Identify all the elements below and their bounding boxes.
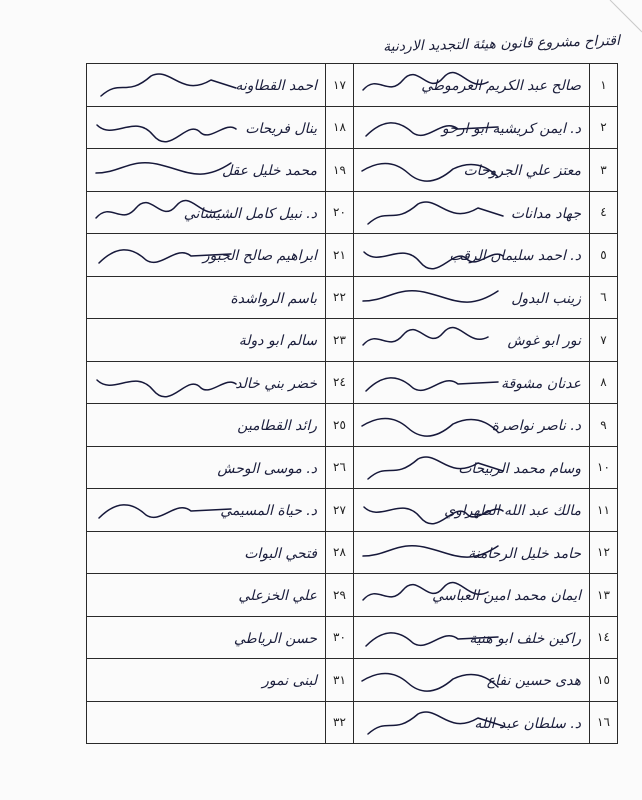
number-cell-right — [590, 361, 618, 404]
member-name-right: د. احمد سليمان الرقب — [449, 248, 581, 265]
name-cell-right — [354, 489, 590, 532]
member-name-right: وسام محمد الربيحات — [458, 460, 581, 477]
row-number-right: ٤ — [600, 205, 607, 220]
number-cell-left — [326, 659, 354, 702]
number-cell-right — [590, 531, 618, 574]
row-number-right: ١٦ — [597, 715, 610, 730]
member-name-left: لبنى نمور — [262, 673, 317, 690]
name-cell-left — [87, 531, 326, 574]
number-cell-left — [326, 191, 354, 234]
name-cell-right — [354, 701, 590, 744]
row-number-left: ٢٥ — [333, 417, 346, 432]
row-number-right: ١٥ — [597, 672, 610, 687]
number-cell-right — [590, 64, 618, 107]
name-cell-left — [87, 276, 326, 319]
member-name-right: نور ابو غوش — [507, 333, 581, 350]
name-cell-right — [354, 616, 590, 659]
table-row — [87, 64, 618, 107]
number-cell-right — [590, 574, 618, 617]
table-row — [87, 531, 618, 574]
row-number-right: ١٢ — [597, 545, 610, 560]
number-cell-left — [326, 361, 354, 404]
number-cell-right — [590, 276, 618, 319]
handwritten-signature — [358, 408, 508, 442]
row-number-right: ٩ — [600, 417, 607, 432]
number-cell-left — [326, 701, 354, 744]
name-cell-left — [87, 191, 326, 234]
name-cell-right — [354, 234, 590, 277]
row-number-right: ١٣ — [597, 587, 610, 602]
handwritten-signature — [358, 196, 508, 230]
number-cell-right — [590, 106, 618, 149]
member-name-right: هدى حسين نفاع — [486, 673, 581, 690]
name-cell-left — [87, 106, 326, 149]
name-cell-right — [354, 106, 590, 149]
table-row — [87, 659, 618, 702]
row-number-left: ١٧ — [333, 77, 346, 92]
name-cell-left — [87, 616, 326, 659]
row-number-left: ٢٩ — [333, 587, 346, 602]
member-name-right: د. سلطان عبد الله — [474, 715, 581, 732]
row-number-left: ٢١ — [333, 247, 346, 262]
name-cell-right — [354, 404, 590, 447]
name-cell-left — [87, 404, 326, 447]
table-row — [87, 701, 618, 744]
number-cell-left — [326, 531, 354, 574]
table-row — [87, 616, 618, 659]
member-name-left: د. موسى الوحش — [217, 460, 317, 477]
table-row — [87, 446, 618, 489]
member-name-left: باسم الرواشدة — [230, 290, 317, 307]
row-number-left: ٢٦ — [333, 460, 346, 475]
number-cell-right — [590, 149, 618, 192]
member-name-right: حامد خليل الرحامنة — [468, 545, 581, 562]
table-row — [87, 404, 618, 447]
row-number-right: ٥ — [600, 247, 607, 262]
number-cell-left — [326, 276, 354, 319]
member-name-left: فتحي البوات — [244, 545, 317, 562]
member-name-right: مالك عبد الله الطهراوي — [444, 503, 581, 520]
member-name-right: جهاد مدانات — [510, 205, 581, 222]
row-number-right: ٧ — [600, 332, 607, 347]
table-row — [87, 489, 618, 532]
number-cell-right — [590, 616, 618, 659]
member-name-right: د. ناصر نواصرة — [491, 418, 581, 435]
number-cell-left — [326, 149, 354, 192]
name-cell-right — [354, 64, 590, 107]
number-cell-right — [590, 234, 618, 277]
member-name-right: عدنان مشوقة — [500, 375, 581, 392]
name-cell-right — [354, 191, 590, 234]
member-name-right: راكين خلف ابو هنية — [469, 630, 581, 647]
handwritten-signature — [358, 663, 508, 697]
member-name-left: علي الخزعلي — [238, 588, 317, 605]
signature-table — [86, 63, 618, 744]
table-row — [87, 234, 618, 277]
table-row — [87, 149, 618, 192]
table-row — [87, 276, 618, 319]
member-name-left: احمد القطاونه — [235, 78, 317, 95]
name-cell-right — [354, 149, 590, 192]
name-cell-left — [87, 149, 326, 192]
row-number-left: ٢٢ — [333, 290, 346, 305]
number-cell-left — [326, 64, 354, 107]
handwritten-signature — [91, 68, 241, 102]
name-cell-left — [87, 64, 326, 107]
name-cell-right — [354, 276, 590, 319]
member-name-left: حسن الرياطي — [233, 630, 317, 647]
row-number-left: ٢٨ — [333, 545, 346, 560]
row-number-right: ٢ — [600, 120, 607, 135]
name-cell-right — [354, 361, 590, 404]
table-row — [87, 361, 618, 404]
row-number-left: ٣١ — [333, 672, 346, 687]
name-cell-left — [87, 489, 326, 532]
row-number-right: ١١ — [597, 502, 610, 517]
member-name-left: د. حياة المسيمي — [220, 503, 317, 520]
document-title: اقتراح مشروع قانون هيئة التجديد الاردنية — [382, 32, 621, 56]
name-cell-left — [87, 361, 326, 404]
member-name-left: د. نبيل كامل الشيشاني — [183, 205, 317, 222]
handwritten-signature — [91, 493, 241, 527]
row-number-right: ١ — [600, 77, 607, 92]
number-cell-right — [590, 404, 618, 447]
member-name-left: ينال فريحات — [245, 120, 317, 137]
member-name-right: زينب البدول — [511, 290, 581, 307]
member-name-right: صالح عبد الكريم العرموطي — [421, 78, 581, 95]
member-name-left: ابراهيم صالح الجبور — [202, 248, 317, 265]
name-cell-right — [354, 531, 590, 574]
name-cell-right — [354, 446, 590, 489]
number-cell-left — [326, 616, 354, 659]
row-number-left: ٣٠ — [333, 630, 346, 645]
member-name-right: ايمان محمد امين العباسي — [432, 588, 581, 605]
name-cell-right — [354, 659, 590, 702]
number-cell-left — [326, 489, 354, 532]
row-number-left: ٢٤ — [333, 375, 346, 390]
number-cell-right — [590, 489, 618, 532]
handwritten-signature — [358, 323, 508, 357]
name-cell-left — [87, 701, 326, 744]
number-cell-right — [590, 701, 618, 744]
name-cell-left — [87, 234, 326, 277]
number-cell-left — [326, 574, 354, 617]
number-cell-right — [590, 319, 618, 362]
table-row — [87, 191, 618, 234]
handwritten-signature — [91, 153, 241, 187]
name-cell-right — [354, 319, 590, 362]
member-name-right: معتز علي الجروحات — [463, 163, 581, 180]
name-cell-right — [354, 574, 590, 617]
row-number-left: ٣٢ — [333, 715, 346, 730]
row-number-left: ١٩ — [333, 162, 346, 177]
number-cell-left — [326, 404, 354, 447]
handwritten-signature — [91, 111, 241, 145]
row-number-left: ٢٧ — [333, 502, 346, 517]
number-cell-right — [590, 446, 618, 489]
name-cell-left — [87, 319, 326, 362]
table-row — [87, 319, 618, 362]
member-name-left: محمد خليل عقل — [221, 163, 317, 180]
name-cell-left — [87, 446, 326, 489]
row-number-left: ٢٠ — [333, 205, 346, 220]
number-cell-left — [326, 106, 354, 149]
handwritten-signature — [358, 281, 508, 315]
number-cell-right — [590, 659, 618, 702]
name-cell-left — [87, 574, 326, 617]
row-number-right: ٣ — [600, 162, 607, 177]
member-name-left: رائد القطامين — [237, 418, 317, 435]
row-number-right: ١٠ — [597, 460, 610, 475]
number-cell-left — [326, 234, 354, 277]
member-name-right: د. ايمن كريشيه ابو ارحو — [441, 120, 581, 137]
number-cell-right — [590, 191, 618, 234]
number-cell-left — [326, 319, 354, 362]
name-cell-left — [87, 659, 326, 702]
member-name-left: خضر بني خالد — [235, 375, 317, 392]
handwritten-signature — [358, 366, 508, 400]
row-number-left: ١٨ — [333, 120, 346, 135]
handwritten-signature — [91, 366, 241, 400]
row-number-right: ٨ — [600, 375, 607, 390]
member-name-left: سالم ابو دولة — [238, 333, 317, 350]
row-number-right: ١٤ — [597, 630, 610, 645]
table-row — [87, 106, 618, 149]
row-number-left: ٢٣ — [333, 332, 346, 347]
row-number-right: ٦ — [600, 290, 607, 305]
number-cell-left — [326, 446, 354, 489]
table-row — [87, 574, 618, 617]
